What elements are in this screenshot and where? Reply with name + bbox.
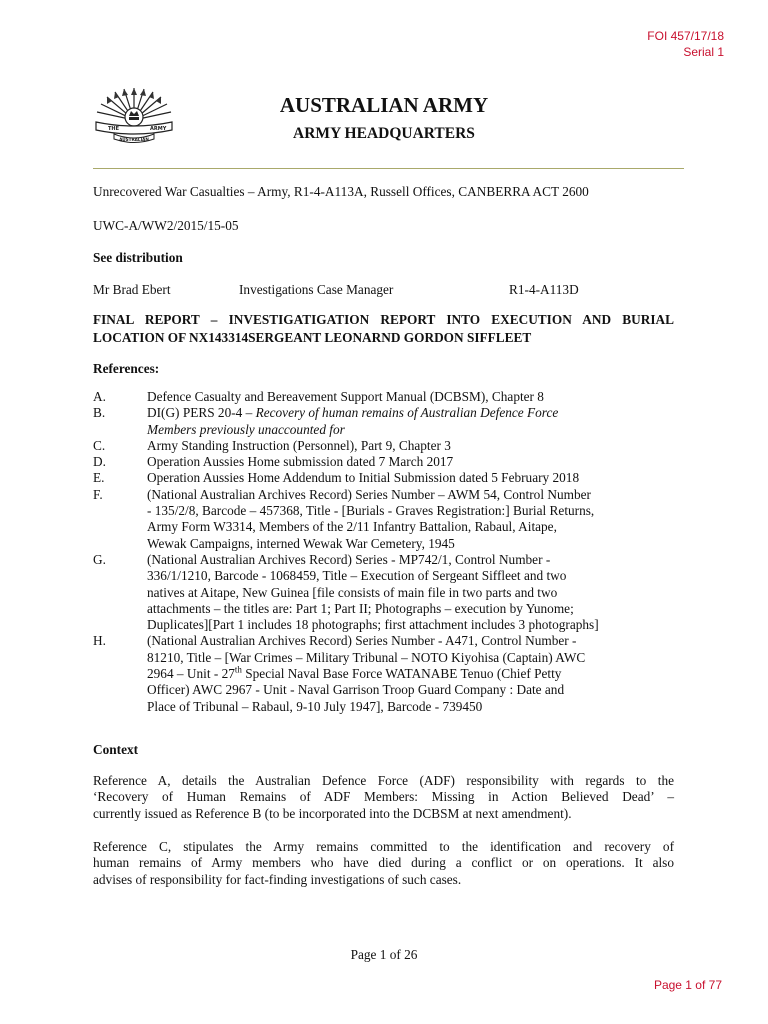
from-line: Unrecovered War Casualties – Army, R1-4-A113A, Russell Offices, CANBERRA ACT 2600 bbox=[93, 184, 589, 199]
reference-item bbox=[93, 633, 683, 714]
context-paragraph bbox=[93, 773, 674, 822]
page-number: Page 1 of 26 bbox=[350, 947, 418, 962]
reference-text: (National Australian Archives Record) Series Number - A471, Control Number - bbox=[147, 633, 577, 649]
org-subtitle: ARMY HEADQUARTERS bbox=[293, 125, 475, 142]
reference-text: 2964 – Unit - 27 bbox=[147, 666, 235, 682]
reference-letter: B. bbox=[93, 405, 106, 421]
reference-text: Duplicates][Part 1 includes 18 photographs; first attachment includes 3 photographs] bbox=[147, 617, 599, 633]
subject-heading: FINAL REPORT – INVESTIGATIGATION REPORT INTO EXECUTION AND BURIAL LOCATION OF NX143314SERGEANT LEONARND GORDON SIFFLEET bbox=[93, 312, 674, 345]
reference-title: Members previously unaccounted for bbox=[147, 421, 345, 437]
reference-letter: E. bbox=[93, 470, 105, 486]
reference-item bbox=[93, 454, 683, 470]
reference-item bbox=[93, 552, 683, 633]
paragraph-line: advises of responsibility for fact-finding investigations of such cases. bbox=[93, 871, 462, 887]
paragraph-line: Reference A, details the Australian Defence Force (ADF) responsibility with regards to the bbox=[93, 773, 674, 788]
reference-text: 336/1/1210, Barcode - 1068459, Title – Execution of Sergeant Siffleet and two bbox=[147, 568, 567, 584]
foi-number: FOI 457/17/18 bbox=[647, 29, 724, 43]
reference-text: natives at Aitape, New Guinea [file consists of main file in two parts and two bbox=[147, 584, 558, 600]
reference-text: (National Australian Archives Record) Series - MP742/1, Control Number - bbox=[147, 551, 551, 567]
logo-ribbon-bottom: AUSTRALIAN bbox=[119, 137, 149, 142]
reference-text: Operation Aussies Home Addendum to Initial Submission dated 5 February 2018 bbox=[147, 470, 580, 486]
logo-ribbon-left: THE bbox=[108, 126, 120, 132]
reference-letter: A. bbox=[93, 389, 106, 404]
reference-text: (National Australian Archives Record) Series Number – AWM 54, Control Number bbox=[147, 486, 591, 502]
reference-text: Operation Aussies Home submission dated 7 March 2017 bbox=[147, 454, 454, 470]
release-page-number: Page 1 of 77 bbox=[653, 978, 722, 992]
context-heading: Context bbox=[93, 742, 139, 757]
references-list bbox=[93, 389, 683, 715]
org-title: AUSTRALIAN ARMY bbox=[279, 93, 489, 117]
reference-item bbox=[93, 405, 683, 438]
reference-letter: F. bbox=[93, 486, 103, 502]
reference-item bbox=[93, 470, 683, 486]
foi-stamp bbox=[620, 28, 724, 60]
logo-ribbon-right: ARMY bbox=[150, 126, 167, 132]
superscript: th bbox=[234, 664, 242, 675]
reference-text: 81210, Title – [War Crimes – Military Tribunal – NOTO Kiyohisa (Captain) AWC bbox=[147, 649, 586, 665]
reference-letter: G. bbox=[93, 551, 106, 567]
addressee-name: Mr Brad Ebert bbox=[93, 282, 171, 297]
reference-text: Wewak Campaigns, interned Wewak War Cemetery, 1945 bbox=[147, 535, 455, 551]
paragraph-line: currently issued as Reference B (to be incorporated into the DCBSM at next amendment). bbox=[93, 805, 572, 821]
addressee-role: Investigations Case Manager bbox=[239, 282, 394, 297]
paragraph-line: ‘Recovery of Human Remains of ADF Members: Missing in Action Believed Dead’ – bbox=[93, 789, 674, 805]
context-paragraph bbox=[93, 839, 674, 888]
reference-text: Army Form W3314, Members of the 2/11 Infantry Battalion, Rabaul, Aitape, bbox=[147, 519, 557, 535]
reference-letter: D. bbox=[93, 454, 106, 470]
reference-item bbox=[93, 389, 683, 405]
references-heading: References: bbox=[93, 361, 160, 376]
reference-text: Defence Casualty and Bereavement Support Manual (DCBSM), Chapter 8 bbox=[147, 389, 544, 404]
paragraph-line: Reference C, stipulates the Army remains committed to the identification and recovery of bbox=[93, 839, 674, 854]
reference-item bbox=[93, 438, 683, 454]
reference-item bbox=[93, 487, 683, 552]
see-distribution: See distribution bbox=[93, 250, 183, 265]
reference-text: Special Naval Base Force WATANABE Tenuo (Chief Petty bbox=[241, 666, 562, 682]
army-rising-sun-logo bbox=[94, 86, 174, 148]
reference-text: Place of Tribunal – Rabaul, 9-10 July 1947], Barcode - 739450 bbox=[147, 698, 483, 714]
reference-title: Recovery of human remains of Australian Defence Force bbox=[255, 405, 559, 421]
reference-text: attachments – the titles are: Part 1; Part II; Photographs – execution by Yunome; bbox=[147, 600, 574, 616]
serial-number: Serial 1 bbox=[683, 45, 724, 59]
reference-text: Army Standing Instruction (Personnel), Part 9, Chapter 3 bbox=[147, 437, 451, 453]
reference-letter: H. bbox=[93, 633, 106, 649]
reference-text: Officer) AWC 2967 - Unit - Naval Garrison Troop Guard Company : Date and bbox=[147, 682, 565, 698]
reference-prefix: DI(G) PERS 20-4 – bbox=[147, 405, 256, 421]
reference-text: - 135/2/8, Barcode – 457368, Title - [Burials - Graves Registration:] Burial Returns, bbox=[147, 503, 595, 519]
addressee-location: R1-4-A113D bbox=[509, 282, 579, 297]
reference-letter: C. bbox=[93, 437, 106, 453]
reference-code: UWC-A/WW2/2015/15-05 bbox=[93, 218, 239, 233]
header-divider bbox=[93, 168, 684, 169]
paragraph-line: human remains of Army members who have died during a conflict or on operations. It also bbox=[93, 855, 674, 871]
